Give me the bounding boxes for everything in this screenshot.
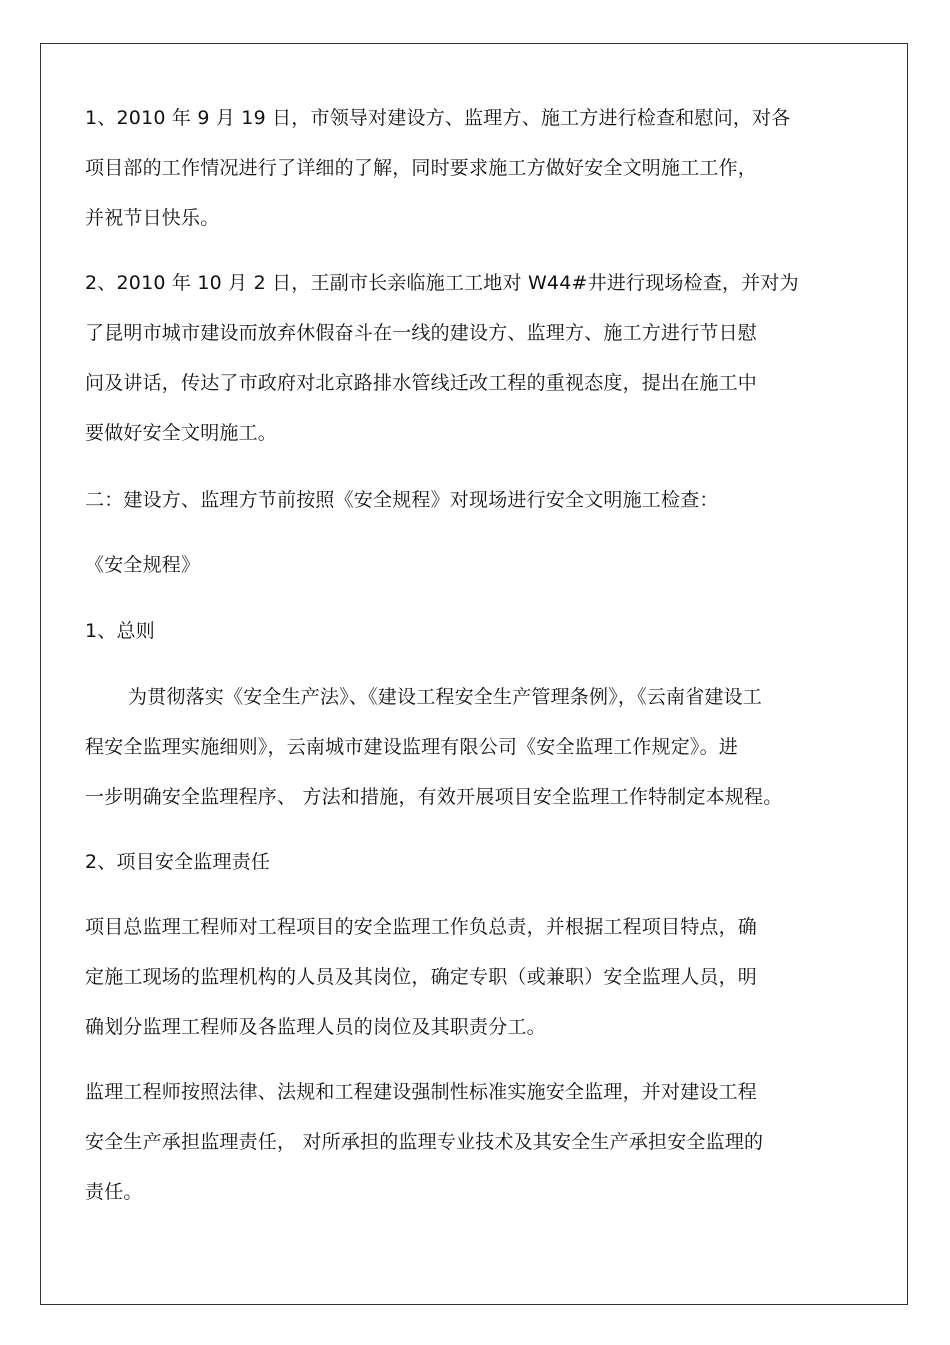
general-paragraph-line-2: 程安全监理实施细则》，云南城市建设监理有限公司《安全监理工作规定》。进 bbox=[85, 736, 739, 758]
paragraph-1-line-1: 1、2010 年 9 月 19 日，市领导对建设方、监理方、施工方进行检查和慰问，对各 bbox=[85, 107, 791, 129]
paragraph-1-line-2: 项目部的工作情况进行了详细的了解，同时要求施工方做好安全文明施工工作， bbox=[85, 157, 758, 179]
paragraph-2-line-4: 要做好安全文明施工。 bbox=[85, 422, 278, 444]
responsibility-paragraph-2-line-2: 安全生产承担监理责任， 对所承担的监理专业技术及其安全生产承担安全监理的 bbox=[85, 1131, 764, 1153]
responsibility-paragraph-2-line-1: 监理工程师按照法律、法规和工程建设强制性标准实施安全监理，并对建设工程 bbox=[85, 1081, 758, 1103]
paragraph-2-line-2: 了昆明市城市建设而放弃休假奋斗在一线的建设方、监理方、施工方进行节日慰 bbox=[85, 322, 758, 344]
paragraph-2-line-1: 2、2010 年 10 月 2 日，王副市长亲临施工工地对 W44#井进行现场检查，并对为 bbox=[85, 272, 799, 294]
paragraph-1-line-3: 并祝节日快乐。 bbox=[85, 207, 220, 229]
responsibility-paragraph-1-line-1: 项目总监理工程师对工程项目的安全监理工作负总责，并根据工程项目特点，确 bbox=[85, 916, 758, 938]
responsibility-paragraph-2-line-3: 责任。 bbox=[85, 1181, 143, 1203]
responsibility-paragraph-1-line-3: 确划分监理工程师及各监理人员的岗位及其职责分工。 bbox=[85, 1016, 546, 1038]
section-heading-two: 二：建设方、监理方节前按照《安全规程》对现场进行安全文明施工检查： bbox=[85, 489, 719, 511]
page-frame bbox=[40, 43, 908, 1305]
regulation-title: 《安全规程》 bbox=[85, 554, 201, 576]
responsibility-paragraph-1-line-2: 定施工现场的监理机构的人员及其岗位，确定专职（或兼职）安全监理人员，明 bbox=[85, 966, 758, 988]
paragraph-2-line-3: 问及讲话，传达了市政府对北京路排水管线迁改工程的重视态度，提出在施工中 bbox=[85, 372, 758, 394]
heading-responsibility: 2、项目安全监理责任 bbox=[85, 851, 271, 873]
general-paragraph-line-1: 为贯彻落实《安全生产法》、《建设工程安全生产管理条例》，《云南省建设工 bbox=[128, 686, 763, 708]
heading-general-principles: 1、总则 bbox=[85, 620, 155, 642]
general-paragraph-line-3: 一步明确安全监理程序、 方法和措施，有效开展项目安全监理工作特制定本规程。 bbox=[85, 786, 783, 808]
